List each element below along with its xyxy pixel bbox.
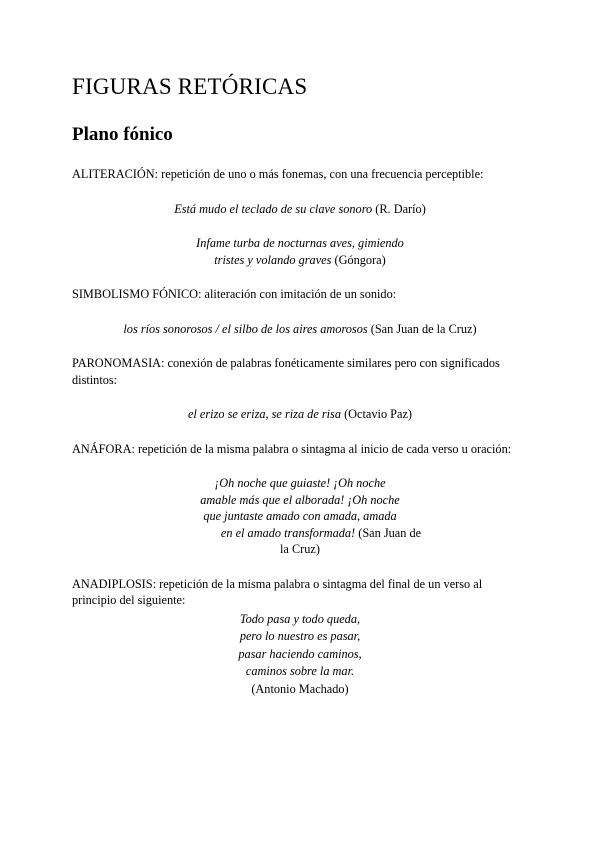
anadiplosis-example [72, 611, 528, 699]
example-text: Está mudo el teclado de su clave sonoro [174, 201, 373, 216]
anafora-definition [72, 441, 528, 458]
verse-line: que juntaste amado con amada, amada [203, 509, 397, 523]
paronomasia-example [72, 406, 528, 423]
content [72, 166, 528, 698]
definition-text: : repetición de uno o más fonemas, con una frecuencia perceptible: [154, 167, 484, 181]
example-author: (Octavio Paz) [341, 407, 413, 421]
verse-line: en el amado transformada! [220, 525, 356, 540]
verse-line: Todo pasa y todo queda, [239, 611, 361, 626]
example-author: (San Juan de [355, 525, 422, 540]
example-text: Infame turba de nocturnas aves, gimiendo [196, 236, 404, 250]
example-text: tristes y volando graves [214, 252, 332, 267]
example-author: (San Juan de la Cruz) [367, 321, 477, 336]
example-author: la Cruz) [280, 542, 320, 556]
aliteracion-example-1 [72, 201, 528, 218]
simbolismo-example [72, 321, 528, 338]
verse-line: pasar haciendo caminos, [238, 646, 362, 661]
definition-text: : repetición de la misma palabra o sintagma al inicio de cada verso u oración: [131, 441, 512, 456]
aliteracion-definition [72, 166, 528, 183]
simbolismo-definition [72, 286, 528, 303]
definition-text: : aliteración con imitación de un sonido: [198, 287, 397, 301]
verse-line: pero lo nuestro es pasar, [239, 629, 361, 643]
aliteracion-example-2 [72, 235, 528, 268]
example-author: (Góngora) [331, 252, 386, 267]
term: SIMBOLISMO FÓNICO [72, 287, 199, 301]
term: PARONOMASIA [72, 356, 162, 370]
example-author: (R. Darío) [372, 201, 426, 216]
example-author: (Antonio Machado) [251, 681, 349, 696]
page-title: FIGURAS RETÓRICAS [72, 74, 308, 99]
anadiplosis-definition [72, 576, 528, 609]
paronomasia-definition [72, 355, 528, 388]
example-text: el erizo se eriza, se riza de risa [187, 407, 341, 421]
example-text: los ríos sonorosos / el silbo de los aires amorosos [123, 321, 368, 336]
definition-text: : repetición de la misma palabra o sintagma del final de un verso al principio del siguiente: [72, 576, 483, 607]
anafora-example [72, 475, 528, 558]
definition-text: : conexión de palabras fonéticamente similares pero con significados distintos: [72, 356, 500, 387]
verse-line: ¡Oh noche que guiaste! ¡Oh noche [214, 476, 386, 490]
term: ANÁFORA [72, 441, 132, 456]
term: ALITERACIÓN [72, 167, 155, 181]
section-heading: Plano fónico [72, 124, 173, 145]
verse-line: caminos sobre la mar. [245, 664, 355, 678]
term: ANADIPLOSIS [72, 576, 153, 591]
verse-line: amable más que el alborada! ¡Oh noche [200, 492, 400, 507]
